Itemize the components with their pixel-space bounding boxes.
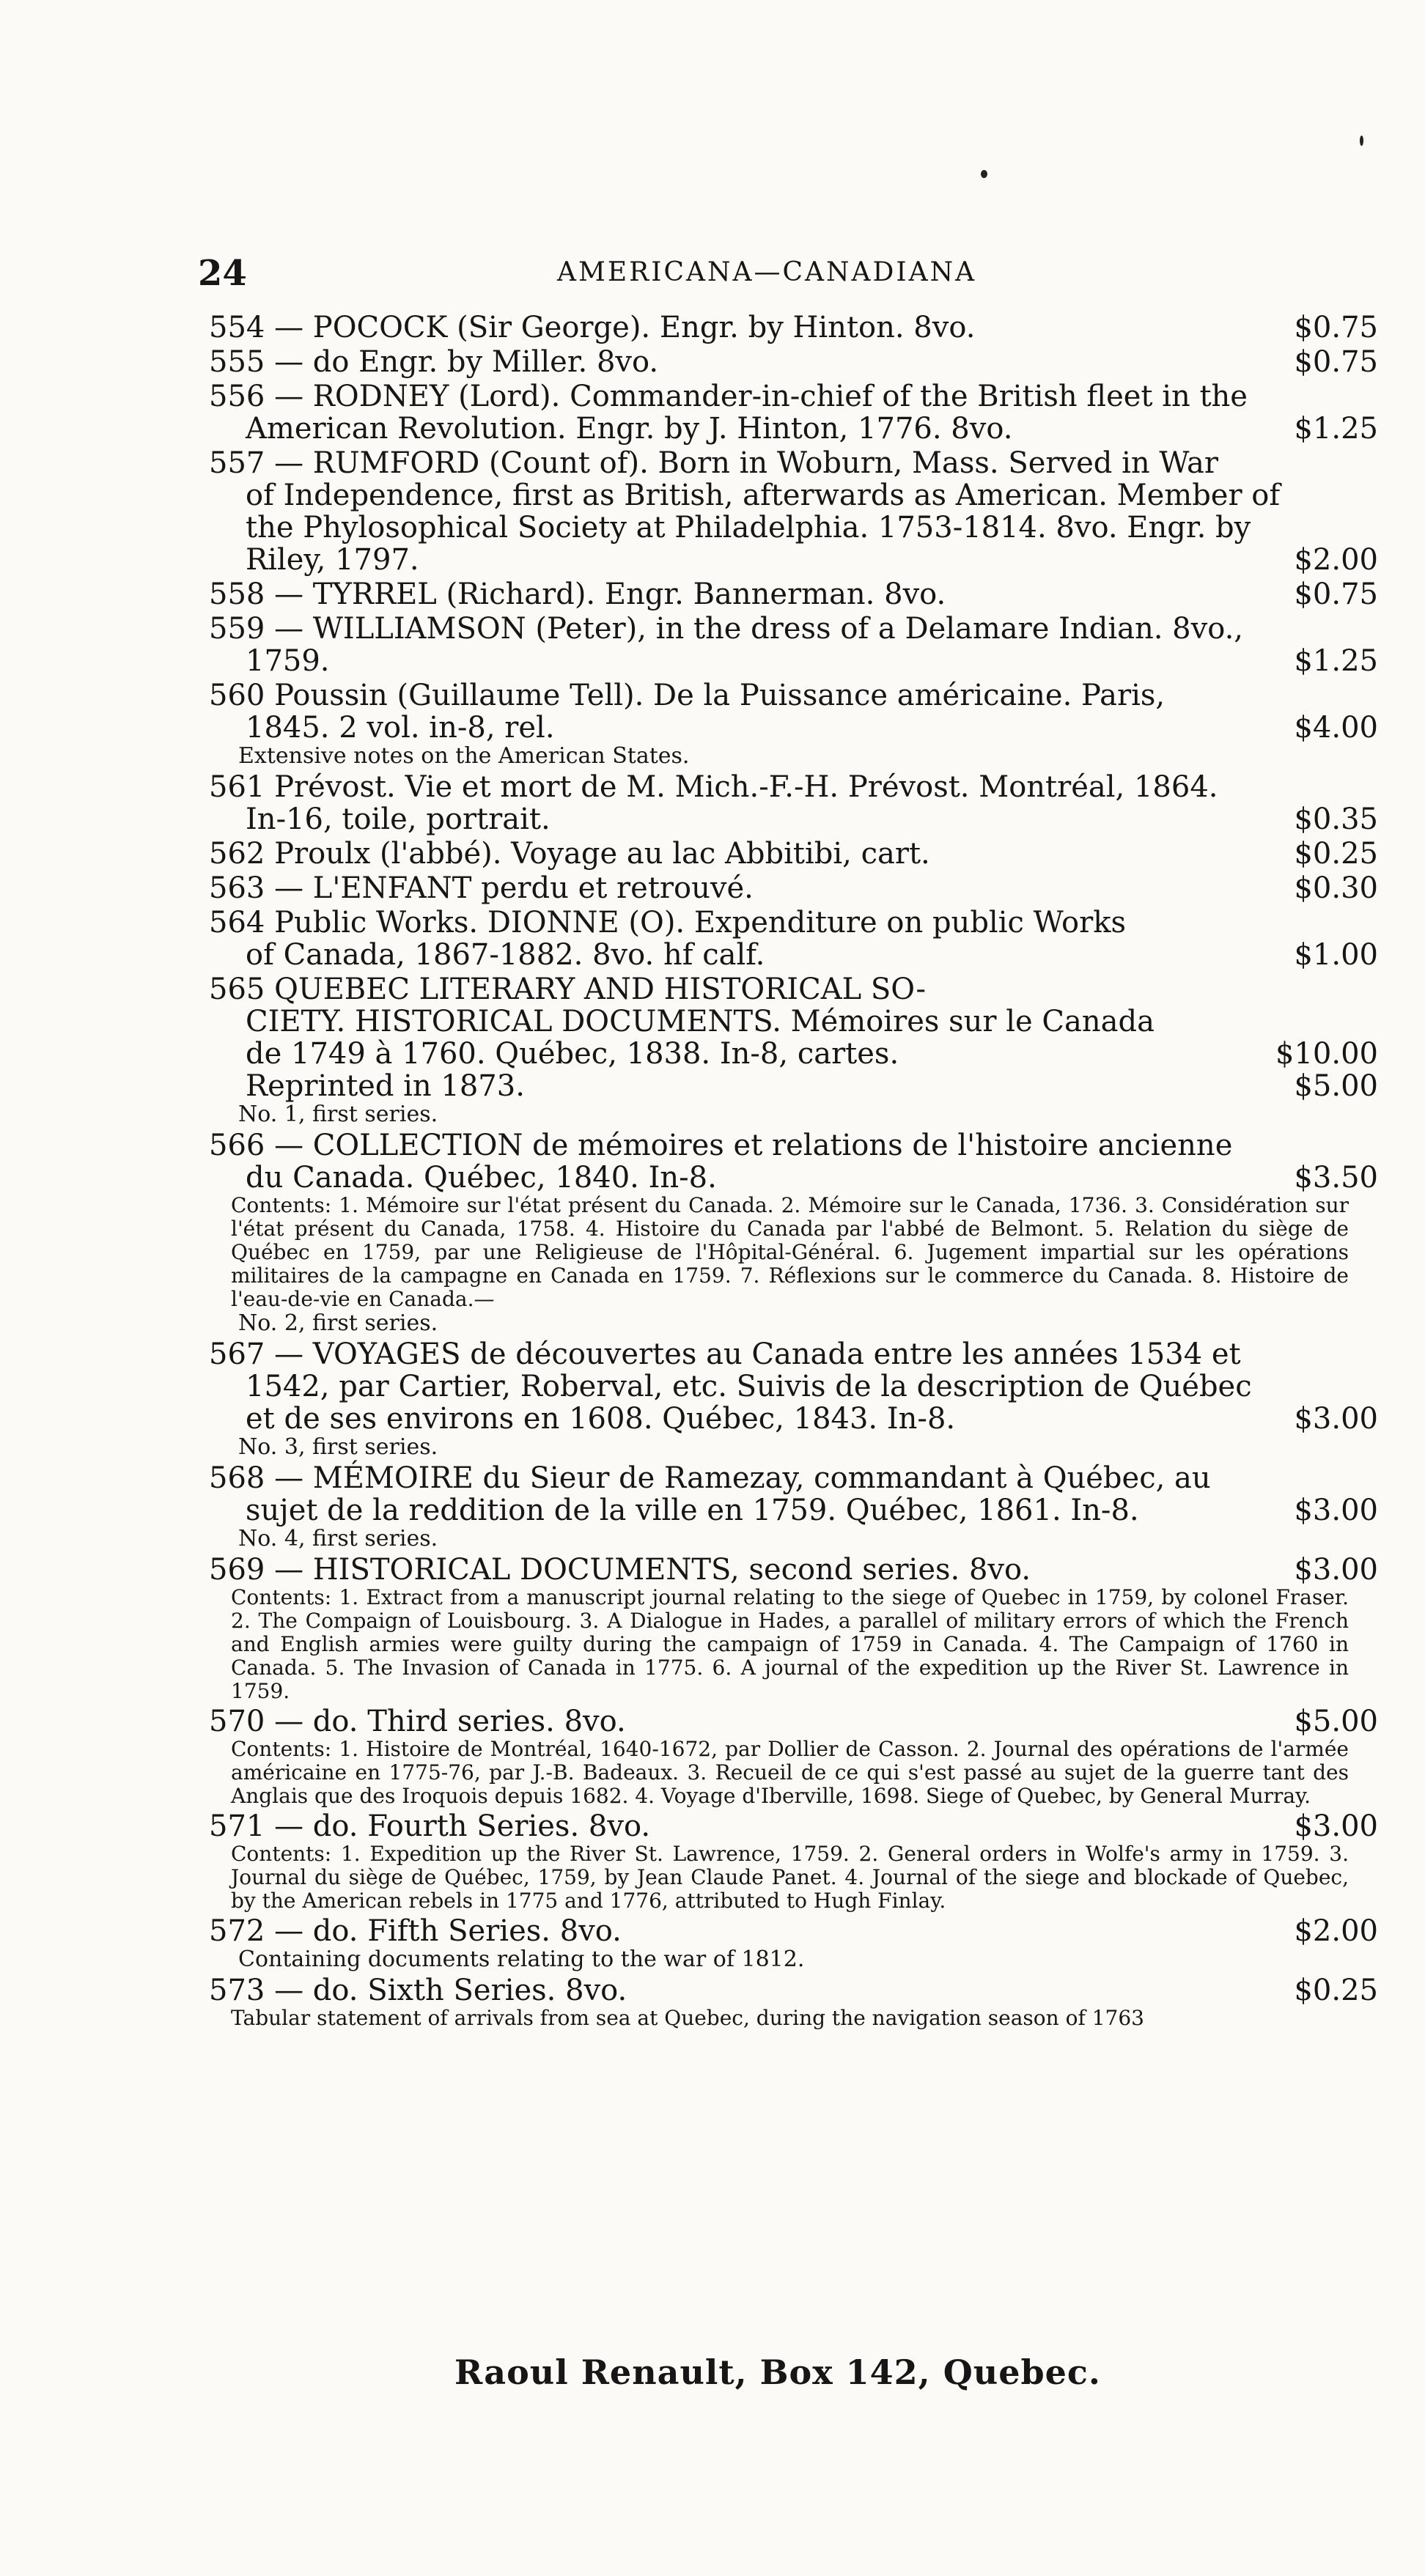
entry-line (209, 712, 1378, 744)
entry-text: of Canada, 1867-1882. 8vo. hf calf. (246, 938, 765, 972)
entry-line (209, 1129, 1378, 1162)
entry-line (209, 613, 1378, 645)
entry-price: $3.50 (1294, 1161, 1378, 1195)
catalogue-entry (209, 1338, 1378, 1460)
entry-text: of Independence, first as British, afterwards as American. Member of (246, 479, 1281, 512)
entry-note: No. 1, first series. (238, 1101, 438, 1127)
entry-price: $0.75 (1294, 311, 1378, 344)
entry-text: CIETY. HISTORICAL DOCUMENTS. Mémoires sur le Canada (246, 1005, 1155, 1038)
entry-price: $2.00 (1294, 1914, 1378, 1948)
catalogue-entry (209, 771, 1378, 835)
entry-text: de 1749 à 1760. Québec, 1838. In-8, cartes. (246, 1037, 899, 1071)
entry-text: 571 — do. Fourth Series. 8vo. (209, 1809, 651, 1843)
entry-text: In-16, toile, portrait. (246, 802, 551, 836)
entry-line (209, 1338, 1378, 1370)
entry-line (209, 1462, 1378, 1494)
entry-note: Contents: 1. Histoire de Montréal, 1640-1672, par Dollier de Casson. 2. Journal des opérations de l'armée américaine en 1775-76, par J.-B. Badeaux. 3. Recueil de ce qui s'est passé au sujet de la guerre tant des Anglais que des Iroquois depuis 1682. 4. Voyage d'Iberville, 1698. Siege of Quebec, by General Murray. (231, 1737, 1349, 1808)
entry-line (209, 645, 1378, 677)
entry-line (209, 1070, 1378, 1102)
entry-text: the Phylosophical Society at Philadelphia. 1753-1814. 8vo. Engr. by (246, 511, 1251, 545)
entry-line (209, 346, 1378, 378)
catalogue-entry (209, 679, 1378, 769)
entry-line (209, 512, 1378, 544)
entry-text: 567 — VOYAGES de découvertes au Canada entre les années 1534 et (209, 1337, 1241, 1371)
entry-line (209, 578, 1378, 610)
catalogue-entry (209, 578, 1378, 610)
catalogue-entry (209, 380, 1378, 445)
entry-note: Contents: 1. Mémoire sur l'état présent du Canada. 2. Mémoire sur le Canada, 1736. 3. Considération sur l'état présent du Canada, 1758. 4. Histoire du Canada par l'abbé de Belmont. 5. Relation du siège de Québec en 1759, par une Religieuse de l'Hôpital-Général. 6. Jugement impartial sur les opérations militaires de la campagne en Canada en 1759. 7. Réflexions sur le commerce du Canada. 8. Histoire de l'eau-de-vie en Canada.— (231, 1193, 1349, 1311)
entry-line (209, 939, 1378, 971)
entry-price: $0.35 (1294, 802, 1378, 836)
entry-note: Containing documents relating to the war of 1812. (238, 1946, 805, 1972)
entry-line (209, 447, 1378, 479)
entry-price: $2.00 (1294, 543, 1378, 577)
entry-text: 558 — TYRREL (Richard). Engr. Bannerman. 8vo. (209, 577, 946, 611)
entry-text: du Canada. Québec, 1840. In-8. (246, 1161, 717, 1195)
entry-line (209, 413, 1378, 445)
entry-text: sujet de la reddition de la ville en 1759. Québec, 1861. In-8. (246, 1494, 1139, 1527)
entry-price: $1.25 (1294, 412, 1378, 446)
page-header (198, 253, 1371, 304)
entry-price: $3.00 (1294, 1494, 1378, 1527)
entry-text: Reprinted in 1873. (246, 1069, 525, 1103)
catalogue-entry (209, 1915, 1378, 1972)
entry-price: $10.00 (1275, 1037, 1378, 1071)
entry-price: $1.00 (1294, 938, 1378, 972)
entry-text: 555 — do Engr. by Miller. 8vo. (209, 345, 659, 379)
entry-note: Contents: 1. Extract from a manuscript journal relating to the siege of Quebec in 1759, by colonel Fraser. 2. The Compaign of Louisbourg. 3. A Dialogue in Hades, a parallel of military errors of which the French and English armies were guilty during the campaign of 1759 in Canada. 4. The Campaign of 1760 in Canada. 5. The Invasion of Canada in 1775. 6. A journal of the expedition up the River St. Lawrence in 1759. (231, 1585, 1349, 1703)
entry-line (209, 311, 1378, 344)
entry-text: 566 — COLLECTION de mémoires et relations de l'histoire ancienne (209, 1129, 1233, 1162)
entry-line (209, 1915, 1378, 1947)
entry-text: 569 — HISTORICAL DOCUMENTS, second series. 8vo. (209, 1553, 1031, 1587)
entry-price: $0.75 (1294, 345, 1378, 379)
entry-text: 561 Prévost. Vie et mort de M. Mich.-F.-H. Prévost. Montréal, 1864. (209, 770, 1218, 804)
entry-text: 559 — WILLIAMSON (Peter), in the dress of a Delamare Indian. 8vo., (209, 612, 1244, 646)
entry-text: 563 — L'ENFANT perdu et retrouvé. (209, 871, 754, 905)
entry-note: Extensive notes on the American States. (238, 743, 690, 769)
entry-price: $4.00 (1294, 711, 1378, 745)
catalogue-entry (209, 1462, 1378, 1551)
entry-text: 565 QUEBEC LITERARY AND HISTORICAL SO- (209, 973, 927, 1006)
entry-line (209, 907, 1378, 939)
entry-line (209, 872, 1378, 904)
entry-text: et de ses environs en 1608. Québec, 1843. In-8. (246, 1402, 956, 1436)
entry-line (209, 544, 1378, 576)
entry-line (209, 1554, 1378, 1586)
entry-text: American Revolution. Engr. by J. Hinton, 1776. 8vo. (246, 412, 1013, 446)
catalogue-entry (209, 872, 1378, 904)
entry-price: $1.25 (1294, 644, 1378, 678)
entry-line (209, 1005, 1378, 1038)
entry-text: 556 — RODNEY (Lord). Commander-in-chief of the British fleet in the (209, 380, 1248, 413)
entry-line (209, 1038, 1378, 1070)
entry-text: Riley, 1797. (246, 543, 419, 577)
catalogue-entry (209, 311, 1378, 344)
entry-price: $5.00 (1294, 1705, 1378, 1738)
entry-text: 1845. 2 vol. in-8, rel. (246, 711, 555, 745)
entry-note: No. 4, first series. (238, 1526, 438, 1551)
catalogue-entry (209, 1810, 1378, 1913)
entry-price: $0.75 (1294, 577, 1378, 611)
entry-line (209, 973, 1378, 1005)
entry-line (209, 1494, 1378, 1527)
catalogue-entry (209, 1705, 1378, 1808)
entry-text: 568 — MÉMOIRE du Sieur de Ramezay, commandant à Québec, au (209, 1461, 1211, 1495)
entry-line (209, 838, 1378, 870)
entry-text: 1759. (246, 644, 330, 678)
entry-line (209, 679, 1378, 712)
catalogue-entry (209, 346, 1378, 378)
catalogue-entry (209, 1554, 1378, 1703)
catalogue-entry (209, 1974, 1378, 2030)
print-speck (981, 170, 987, 178)
publisher-imprint: Raoul Renault, Box 142, Quebec. (454, 2352, 1101, 2392)
entry-note: Tabular statement of arrivals from sea at Quebec, during the navigation season of 1763 (231, 2006, 1144, 2030)
entry-text: 562 Proulx (l'abbé). Voyage au lac Abbitibi, cart. (209, 837, 930, 871)
entry-line (209, 1810, 1378, 1842)
entry-note: No. 3, first series. (238, 1434, 438, 1460)
entry-line (209, 1705, 1378, 1738)
entry-text: 564 Public Works. DIONNE (O). Expenditure on public Works (209, 906, 1126, 940)
entry-line (209, 1162, 1378, 1194)
entry-text: 557 — RUMFORD (Count of). Born in Woburn, Mass. Served in War (209, 446, 1218, 480)
entry-price: $3.00 (1294, 1809, 1378, 1843)
entry-text: 1542, par Cartier, Roberval, etc. Suivis de la description de Québec (246, 1370, 1252, 1403)
entry-price: $0.25 (1294, 837, 1378, 871)
entry-text: 560 Poussin (Guillaume Tell). De la Puissance américaine. Paris, (209, 679, 1166, 712)
entry-line (209, 1403, 1378, 1435)
catalogue-entry (209, 973, 1378, 1127)
catalogue-entry (209, 1129, 1378, 1336)
entry-price: $0.25 (1294, 1974, 1378, 2007)
print-speck (1360, 136, 1363, 146)
catalogue-entry (209, 613, 1378, 677)
entry-text: 573 — do. Sixth Series. 8vo. (209, 1974, 627, 2007)
entry-note: Contents: 1. Expedition up the River St. Lawrence, 1759. 2. General orders in Wolfe's army in 1759. 3. Journal du siège de Québec, 1759, by Jean Claude Panet. 4. Journal of the siege and blockade of Quebec, by the American rebels in 1775 and 1776, attributed to Hugh Finlay. (231, 1842, 1349, 1913)
catalogue-entry (209, 838, 1378, 870)
entry-text: 554 — POCOCK (Sir George). Engr. by Hinton. 8vo. (209, 311, 976, 344)
catalogue-entry (209, 907, 1378, 971)
entry-price: $5.00 (1294, 1069, 1378, 1103)
entry-note: No. 2, first series. (238, 1310, 438, 1336)
page-number: 24 (198, 253, 247, 294)
entry-line (209, 1370, 1378, 1403)
entry-text: 572 — do. Fifth Series. 8vo. (209, 1914, 622, 1948)
running-title: AMERICANA—CANADIANA (557, 257, 977, 287)
entry-line (209, 479, 1378, 512)
entry-line (209, 803, 1378, 835)
entry-price: $3.00 (1294, 1553, 1378, 1587)
entry-line (209, 380, 1378, 413)
entry-list (209, 311, 1378, 2032)
entry-line (209, 1974, 1378, 2007)
entry-price: $0.30 (1294, 871, 1378, 905)
entry-text: 570 — do. Third series. 8vo. (209, 1705, 626, 1738)
catalogue-entry (209, 447, 1378, 576)
entry-line (209, 771, 1378, 803)
entry-price: $3.00 (1294, 1402, 1378, 1436)
